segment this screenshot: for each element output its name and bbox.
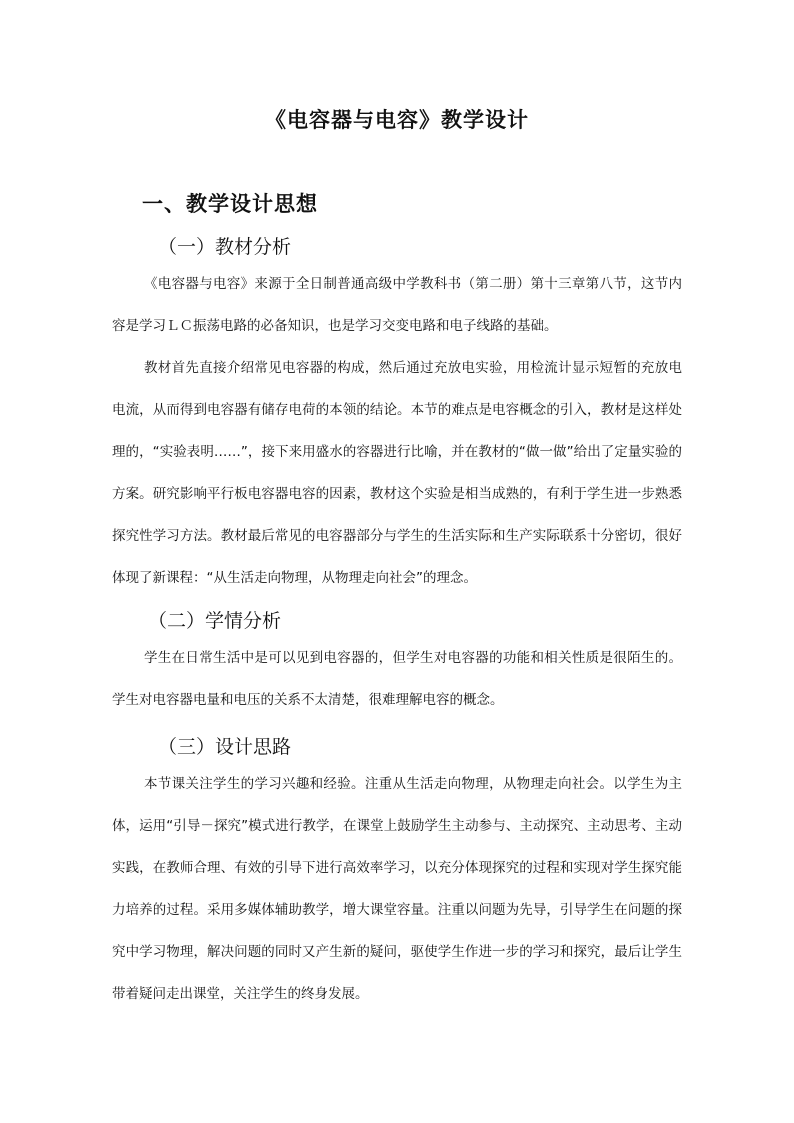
paragraph-textbook-content: 教材首先直接介绍常见电容器的构成，然后通过充放电实验，用检流计显示短暂的充放电电流，从而得到电容器有储存电荷的本领的结论。本节的难点是电容概念的引入，教材是这样处理的，“实验表明……”，接下来用盛水的容器进行比喻，并在教材的“做一做”给出了定量实验的方案。研究影响平行板电容器电容的因素，教材这个实验是相当成熟的，有利于学生进一步熟悉探究性学习方法。教材最后常见的电容器部分与学生的生活实际和生产实际联系十分密切，很好体现了新课程：“从生活走向物理，从物理走向社会”的理念。 (112, 360, 682, 586)
section-heading-design-idea: 一、教学设计思想 (142, 192, 318, 216)
subsection-heading-student-analysis: （二）学情分析 (148, 610, 282, 632)
subsection-heading-design-approach: （三）设计思路 (158, 736, 292, 758)
document-title: 《电容器与电容》教学设计 (265, 108, 529, 132)
paragraph-student-analysis: 学生在日常生活中是可以见到电容器的，但学生对电容器的功能和相关性质是很陌生的。学生对电容器电量和电压的关系不太清楚，很难理解电容的概念。 (112, 650, 682, 708)
paragraph-textbook-source: 《电容器与电容》来源于全日制普通高级中学教科书（第二册）第十三章第八节，这节内容是学习ＬＣ振荡电路的必备知识，也是学习交变电路和电子线路的基础。 (112, 276, 682, 334)
paragraph-design-approach: 本节课关注学生的学习兴趣和经验。注重从生活走向物理，从物理走向社会。以学生为主体，运用“引导－探究”模式进行教学，在课堂上鼓励学生主动参与、主动探究、主动思考、主动实践，在教师合理、有效的引导下进行高效率学习，以充分体现探究的过程和实现对学生探究能力培养的过程。采用多媒体辅助教学，增大课堂容量。注重以问题为先导，引导学生在问题的探究中学习物理，解决问题的同时又产生新的疑问，驱使学生作进一步的学习和探究，最后让学生带着疑问走出课堂，关注学生的终身发展。 (112, 776, 682, 1002)
subsection-heading-textbook-analysis: （一）教材分析 (158, 236, 292, 258)
